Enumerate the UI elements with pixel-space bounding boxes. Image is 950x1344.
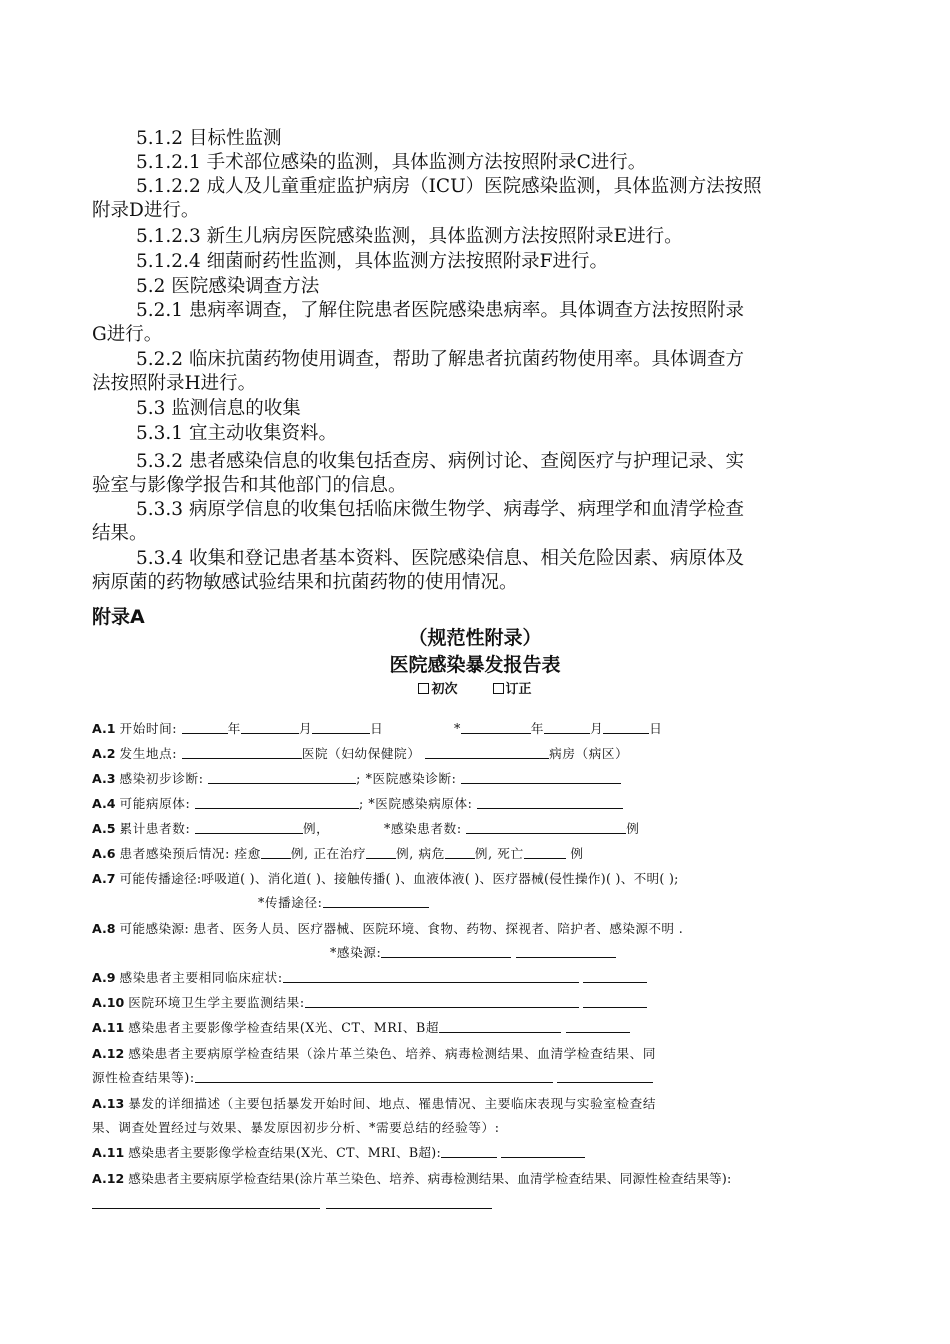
field-label: A.2 <box>92 746 116 761</box>
pathogen-results-extra-field-2[interactable] <box>326 1207 492 1209</box>
section-heading: 5.2 医院感染调查方法 <box>136 276 320 297</box>
paragraph: 5.2.1 患病率调查，了解住院患者医院感染患病率。具体调查方法按照附录 <box>136 300 744 321</box>
pathogen-results-extra-field[interactable] <box>557 1070 653 1083</box>
alt-month-field[interactable] <box>544 721 590 734</box>
total-patients-field[interactable] <box>195 821 303 834</box>
imaging-results-field-2[interactable] <box>441 1145 497 1158</box>
form-row-a3: A.3 感染初步诊断: ; *医院感染诊断: <box>92 770 621 788</box>
field-label: A.8 <box>92 921 116 936</box>
form-row-a5: A.5 累计患者数: 例， *感染患者数: 例 <box>92 821 640 836</box>
paragraph: 5.3.1 宜主动收集资料。 <box>136 423 337 444</box>
pathogen-results-field[interactable] <box>195 1070 553 1083</box>
form-row-a6: A.6 患者感染预后情况: 痊愈 例, 正在治疗 例, 病危 例, 死亡 例 <box>92 846 584 861</box>
paragraph-continued: G进行。 <box>92 324 163 345</box>
field-label: A.1 <box>92 721 116 736</box>
paragraph: 5.3.3 病原学信息的收集包括临床微生物学、病毒学、病理学和血清学检查 <box>136 499 744 520</box>
clinical-symptoms-extra-field[interactable] <box>583 970 647 983</box>
field-label: A.12 <box>92 1171 125 1186</box>
form-row-a13: A.13 暴发的详细描述（主要包括暴发开始时间、地点、罹患情况、主要临床表现与实验室检查结 <box>92 1096 657 1111</box>
hai-diagnosis-field[interactable] <box>461 771 621 784</box>
field-label: A.7 <box>92 871 116 886</box>
infection-source-extra-field[interactable] <box>516 945 616 958</box>
paragraph-continued: 病原菌的药物敏感试验结果和抗菌药物的使用情况。 <box>92 572 518 593</box>
field-label: A.5 <box>92 821 116 836</box>
paragraph: 5.1.2.2 成人及儿童重症监护病房（ICU）医院感染监测，具体监测方法按照 <box>136 176 762 197</box>
paragraph: 5.1.2.4 细菌耐药性监测，具体监测方法按照附录F进行。 <box>136 251 608 272</box>
paragraph: 5.3.4 收集和登记患者基本资料、医院感染信息、相关危险因素、病原体及 <box>136 548 744 569</box>
paragraph: 5.1.2.1 手术部位感染的监测，具体监测方法按照附录C进行。 <box>136 152 647 173</box>
paragraph: 5.2.2 临床抗菌药物使用调查，帮助了解患者抗菌药物使用率。具体调查方 <box>136 349 744 370</box>
field-label: A.6 <box>92 846 116 861</box>
paragraph-continued: 验室与影像学报告和其他部门的信息。 <box>92 475 407 496</box>
field-label: A.12 <box>92 1046 125 1061</box>
field-label: A.10 <box>92 995 125 1010</box>
form-row-a11: A.11 感染患者主要影像学检查结果(X光、CT、MRI、B超 <box>92 1019 630 1037</box>
form-row-a7: A.7 可能传播途径:呼吸道( )、消化道( )、接触传播( )、血液体液( )、医疗器械(侵性操作)( )、不明( ); <box>92 871 679 886</box>
form-row-a12: A.12 感染患者主要病原学检查结果（涂片革兰染色、培养、病毒检测结果、血清学检查结果、同 <box>92 1046 657 1061</box>
form-row-a8: A.8 可能感染源: 患者、医务人员、医疗器械、医院环境、食物、药物、探视者、陪护者、感染源不明 . <box>92 921 684 936</box>
initial-checkbox[interactable] <box>418 683 429 694</box>
start-month-field[interactable] <box>241 721 299 734</box>
revision-checkbox[interactable] <box>493 683 504 694</box>
hospital-field[interactable] <box>182 746 302 759</box>
in-treatment-field[interactable] <box>366 846 396 859</box>
form-row-a4: A.4 可能病原体: ; *医院感染病原体: <box>92 795 623 813</box>
transmission-route-field[interactable] <box>323 895 429 908</box>
critical-field[interactable] <box>445 846 475 859</box>
ward-field[interactable] <box>425 746 549 759</box>
start-year-field[interactable] <box>182 721 228 734</box>
hai-pathogen-field[interactable] <box>477 796 623 809</box>
field-label: A.11 <box>92 1020 125 1035</box>
appendix-title: 附录A <box>92 606 145 628</box>
report-type-options <box>0 678 950 697</box>
paragraph: 5.1.2.3 新生儿病房医院感染监测，具体监测方法按照附录E进行。 <box>136 226 683 247</box>
form-title: 医院感染暴发报告表 <box>389 654 561 676</box>
imaging-results-field[interactable] <box>439 1020 561 1033</box>
initial-diagnosis-field[interactable] <box>208 771 356 784</box>
form-row-a2: A.2 发生地点: 医院（妇幼保健院） 病房（病区） <box>92 746 629 761</box>
form-row-a7-sub: *传播途径: <box>258 894 429 912</box>
section-heading: 5.1.2 目标性监测 <box>136 128 282 149</box>
start-day-field[interactable] <box>312 721 370 734</box>
possible-pathogen-field[interactable] <box>195 796 359 809</box>
clinical-symptoms-field[interactable] <box>283 970 579 983</box>
normative-label: （规范性附录） <box>408 627 542 649</box>
form-row-a12-cont: 源性检查结果等): <box>92 1069 653 1087</box>
deaths-field[interactable] <box>524 846 566 859</box>
paragraph-continued: 法按照附录H进行。 <box>92 373 257 394</box>
field-label: A.4 <box>92 796 116 811</box>
form-row-a9: A.9 感染患者主要相同临床症状: <box>92 969 647 987</box>
pathogen-results-field-2[interactable] <box>92 1207 320 1209</box>
imaging-results-extra-field[interactable] <box>566 1020 630 1033</box>
form-row-a13-cont: 果、调查处置经过与效果、暴发原因初步分析、*需要总结的经验等）: <box>92 1120 500 1135</box>
field-label: A.11 <box>92 1145 125 1160</box>
paragraph: 5.3.2 患者感染信息的收集包括查房、病例讨论、查阅医疗与护理记录、实 <box>136 451 744 472</box>
form-row-a10: A.10 医院环境卫生学主要监测结果: <box>92 994 647 1012</box>
recovered-field[interactable] <box>261 846 291 859</box>
alt-day-field[interactable] <box>603 721 649 734</box>
infected-patients-field[interactable] <box>466 821 626 834</box>
paragraph-continued: 附录D进行。 <box>92 200 200 221</box>
initial-label: 初次 <box>431 682 458 697</box>
alt-year-field[interactable] <box>461 721 531 734</box>
paragraph-continued: 结果。 <box>92 523 148 544</box>
form-row-a8-sub: *感染源: <box>330 944 616 962</box>
form-row-a1: A.1 开始时间: 年 月 日 * 年 月 日 <box>92 721 663 736</box>
infection-source-field[interactable] <box>381 945 511 958</box>
form-row-a12-repeat: A.12 感染患者主要病原学检查结果(涂片革兰染色、培养、病毒检测结果、血清学检查结果、同源性检查结果等): <box>92 1171 732 1186</box>
imaging-results-extra-field-2[interactable] <box>501 1145 585 1158</box>
section-heading: 5.3 监测信息的收集 <box>136 398 301 419</box>
form-row-a11-repeat: A.11 感染患者主要影像学检查结果(X光、CT、MRI、B超): <box>92 1144 585 1162</box>
field-label: A.3 <box>92 771 116 786</box>
field-label: A.13 <box>92 1096 125 1111</box>
environment-results-field[interactable] <box>305 995 579 1008</box>
revision-label: 订正 <box>505 682 532 697</box>
field-label: A.9 <box>92 970 116 985</box>
environment-results-extra-field[interactable] <box>583 995 647 1008</box>
